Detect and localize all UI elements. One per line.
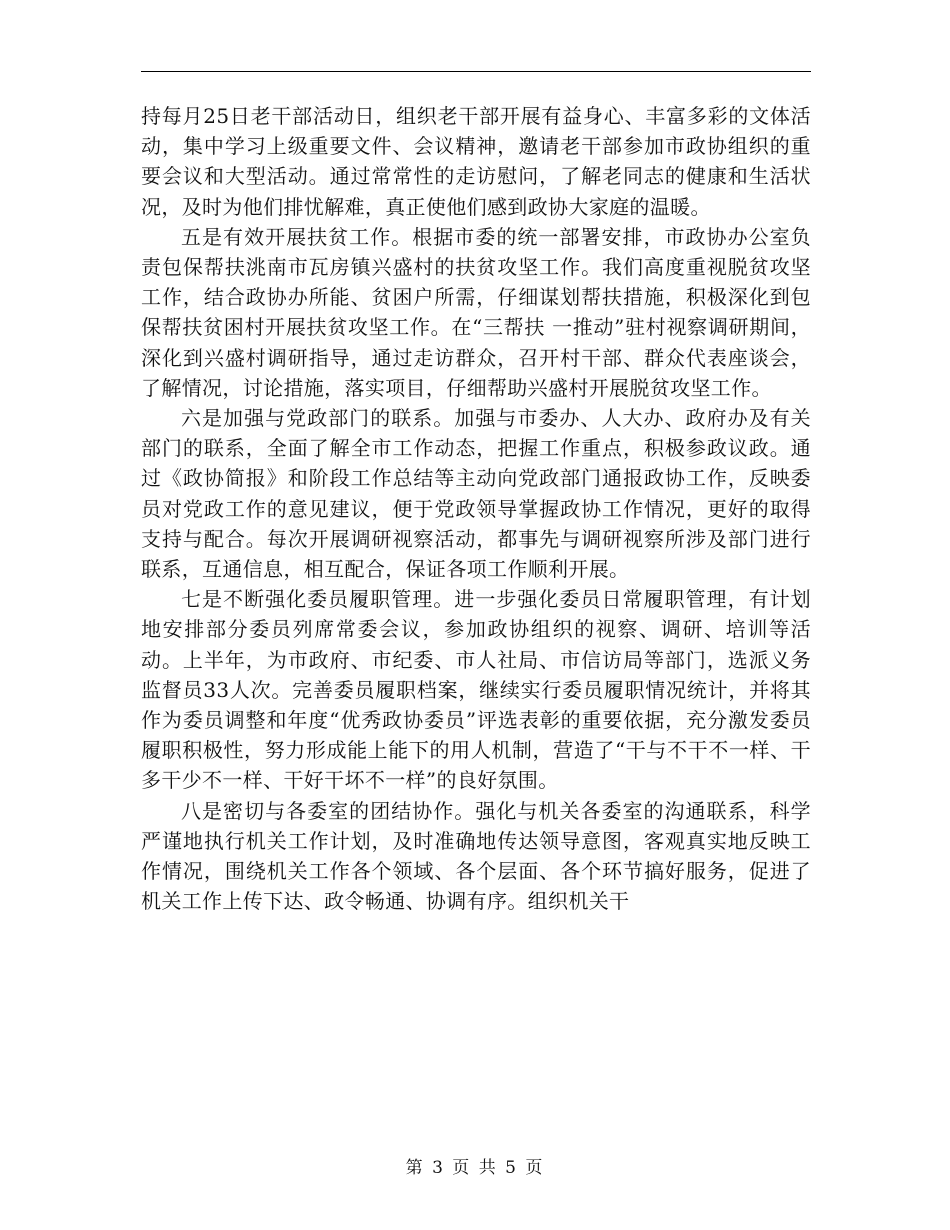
header-rule [141,71,811,72]
paragraph-1: 持每月25日老干部活动日，组织老干部开展有益身心、丰富多彩的文体活动，集中学习上级重要文件、会议精神，邀请老干部参加市政协组织的重要会议和大型活动。通过常常性的走访慰问，了解老同志的健康和生活状况，及时为他们排忧解难，真正使他们感到政协大家庭的温暖。 [141,104,811,219]
paragraph-5: 八是密切与各委室的团结协作。强化与机关各委室的沟通联系，科学严谨地执行机关工作计划，及时准确地传达领导意图，客观真实地反映工作情况，围绕机关工作各个领域、各个层面、各个环节搞好服务，促进了机关工作上传下达、政令畅通、协调有序。组织机关干 [141,798,811,914]
paragraph-3: 六是加强与党政部门的联系。加强与市委办、人大办、政府办及有关部门的联系，全面了解全市工作动态，把握工作重点，积极参政议政。通过《政协简报》和阶段工作总结等主动向党政部门通报政协工作，反映委员对党政工作的意见建议，便于党政领导掌握政协工作情况，更好的取得支持与配合。每次开展调研视察活动，都事先与调研视察所涉及部门进行联系，互通信息，相互配合，保证各项工作顺利开展。 [141,406,811,582]
page-number-footer: 第 3 页 共 5 页 [405,1158,545,1178]
document-body [141,101,811,916]
paragraph-2: 五是有效开展扶贫工作。根据市委的统一部署安排，市政协办公室负责包保帮扶洮南市瓦房镇兴盛村的扶贫攻坚工作。我们高度重视脱贫攻坚工作，结合政协办所能、贫困户所需，仔细谋划帮扶措施，积极深化到包保帮扶贫困村开展扶贫攻坚工作。在“三帮扶 一推动”驻村视察调研期间，深化到兴盛村调研指导，通过走访群众，召开村干部、群众代表座谈会，了解情况，讨论措施，落实项目，仔细帮助兴盛村开展脱贫攻坚工作。 [141,224,811,400]
paragraph-4: 七是不断强化委员履职管理。进一步强化委员日常履职管理，有计划地安排部分委员列席常委会议，参加政协组织的视察、调研、培训等活动。上半年，为市政府、市纪委、市人社局、市信访局等部门，选派义务监督员33人次。完善委员履职档案，继续实行委员履职情况统计，并将其作为委员调整和年度“优秀政协委员”评选表彰的重要依据，充分激发委员履职积极性，努力形成能上能下的用人机制，营造了“干与不干不一样、干多干少不一样、干好干坏不一样”的良好氛围。 [141,587,811,793]
